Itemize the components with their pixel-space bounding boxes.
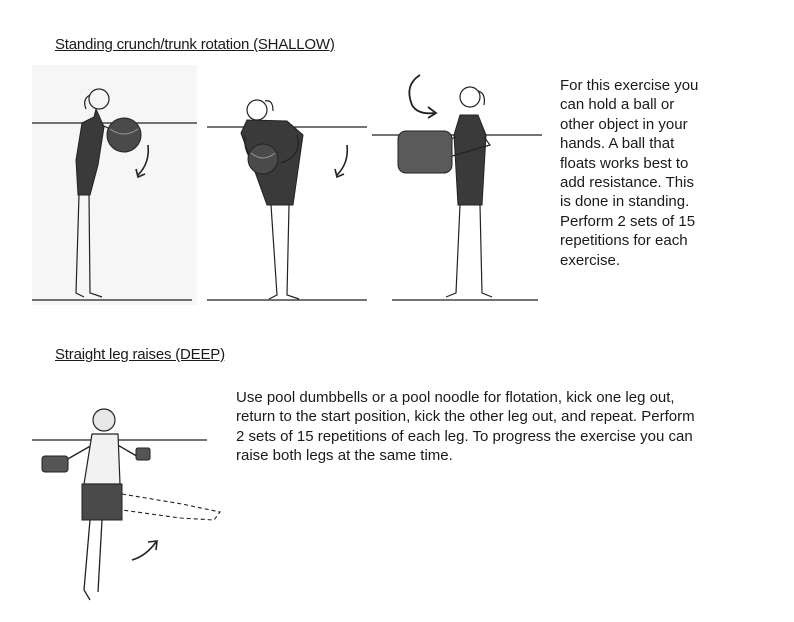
instructions-shallow: For this exercise you can hold a ball or other object in your hands. A ball that floats works best to add resistance. This is done in standing. Perform 2 sets of 15 repetitions for each exercise.: [560, 77, 699, 269]
instructions-deep: Use pool dumbbells or a pool noodle for flotation, kick one leg out, return to the start position, kick the other leg out, and repeat. Perform 2 sets of 15 repetitions of each leg. To progress the exercise you can raise both legs at the same time.: [236, 389, 695, 465]
section-title-deep: Straight leg raises (DEEP): [55, 346, 225, 363]
figure-trunk-rotation: [372, 65, 542, 305]
section-title-shallow: Standing crunch/trunk rotation (SHALLOW): [55, 36, 335, 53]
figure-crunch-front: [207, 65, 367, 305]
figure-crunch-side: [32, 65, 197, 305]
figure-leg-raise: [32, 400, 222, 610]
